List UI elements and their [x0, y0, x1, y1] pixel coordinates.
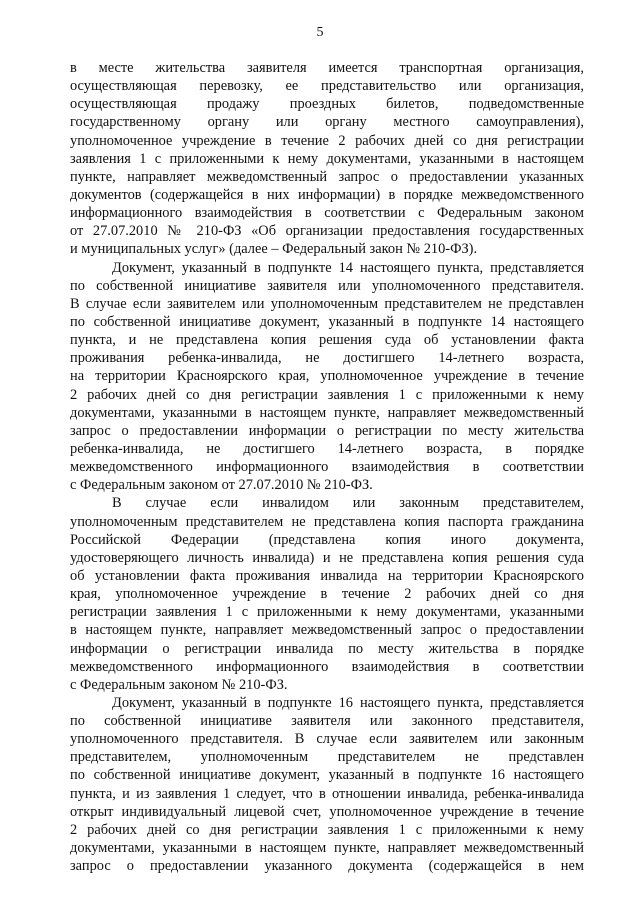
text-line: межведомственного информационного взаимодействия в соответствии	[70, 459, 584, 476]
document-text	[70, 59, 584, 875]
text-line: документами, указанными в настоящем пункте, направляет межведомственный	[70, 840, 584, 857]
text-line: на территории Красноярского края, уполномоченное учреждение в течение	[70, 368, 584, 385]
text-line: осуществляющая перевозку, ее представительство или организация,	[70, 78, 584, 95]
text-line: с Федеральным законом № 210-ФЗ.	[70, 676, 288, 693]
text-line: пункте, направляет межведомственный запрос о предоставлении указанных	[70, 168, 584, 185]
text-line: открыт индивидуальный лицевой счет, уполномоченное учреждение в течение	[70, 803, 584, 820]
text-line: края, уполномоченное учреждение в течение 2 рабочих дней со дня	[70, 586, 584, 603]
text-line: запрос о предоставлении информации о регистрации по месту жительства	[70, 422, 584, 439]
text-line: В случае если заявителем или уполномоченным представителем не представлен	[70, 295, 584, 312]
text-line: ребенка-инвалида, не достигшего 14-летнего возраста, в порядке	[70, 440, 584, 457]
text-line: представителем, уполномоченным представителем не представлен	[70, 749, 584, 766]
text-line: и муниципальных услуг» (далее – Федеральный закон № 210-ФЗ).	[70, 241, 478, 258]
text-line: в месте жительства заявителя имеется транспортная организация,	[70, 60, 584, 76]
text-line: от 27.07.2010 № 210-ФЗ «Об организации предоставления государственных	[70, 223, 584, 240]
text-line: удостоверяющего личность инвалида) и не представлена копия решения суда	[70, 549, 584, 566]
text-line: уполномоченным представителем не представлена копия паспорта гражданина	[70, 513, 584, 530]
text-line: государственному органу или органу местного самоуправления),	[70, 114, 584, 131]
text-line: по собственной инициативе документ, указанный в подпункте 14 настоящего	[70, 313, 584, 330]
text-line: регистрации заявления 1 с приложенными к нему документами, указанными	[70, 604, 584, 621]
text-line: с Федеральным законом от 27.07.2010 № 210-ФЗ.	[70, 477, 373, 494]
text-line: по собственной инициативе заявителя или уполномоченного представителя.	[70, 277, 584, 294]
text-line: пункта, и не представлена копия решения суда об установлении факта	[70, 332, 584, 349]
text-line: заявления 1 с приложенными к нему документами, указанными в настоящем	[70, 150, 584, 167]
text-line: по собственной инициативе документ, указанный в подпункте 16 настоящего	[70, 767, 584, 784]
text-line: проживания ребенка-инвалида, не достигшего 14-летнего возраста,	[70, 350, 584, 367]
text-line: межведомственного информационного взаимодействия в соответствии	[70, 658, 584, 675]
text-line: Российской Федерации (представлена копия иного документа,	[70, 531, 584, 548]
text-line: в настоящем пункте, направляет межведомственный запрос о предоставлении	[70, 622, 584, 639]
text-line: запрос о предоставлении указанного документа (содержащейся в нем	[70, 858, 584, 875]
text-line: по собственной инициативе заявителя или законного представителя,	[70, 713, 584, 730]
text-line: информационного взаимодействия в соответствии с Федеральным законом	[70, 205, 584, 222]
text-line: информации о регистрации инвалида по месту жительства в порядке	[70, 640, 584, 657]
text-line: пункта, и из заявления 1 следует, что в отношении инвалида, ребенка-инвалида	[70, 785, 584, 802]
text-line: документами, указанными в настоящем пункте, направляет межведомственный	[70, 404, 584, 421]
text-line: 2 рабочих дней со дня регистрации заявления 1 с приложенными к нему	[70, 386, 584, 403]
page-number: 5	[316, 25, 324, 40]
text-line: 2 рабочих дней со дня регистрации заявления 1 с приложенными к нему	[70, 821, 584, 838]
text-line: документов (содержащейся в них информации) в порядке межведомственного	[70, 186, 584, 203]
text-line: Документ, указанный в подпункте 16 настоящего пункта, представляется	[112, 694, 584, 711]
text-line: об установлении факта проживания инвалида на территории Красноярского	[70, 567, 584, 584]
text-line: Документ, указанный в подпункте 14 настоящего пункта, представляется	[112, 259, 584, 276]
text-line: уполномоченное учреждение в течение 2 рабочих дней со дня регистрации	[70, 132, 584, 149]
text-line: осуществляющая продажу проездных билетов, подведомственные	[70, 96, 584, 113]
text-line: уполномоченного представителя. В случае если заявителем или законным	[70, 731, 584, 748]
text-line: В случае если инвалидом или законным представителем,	[112, 495, 584, 512]
